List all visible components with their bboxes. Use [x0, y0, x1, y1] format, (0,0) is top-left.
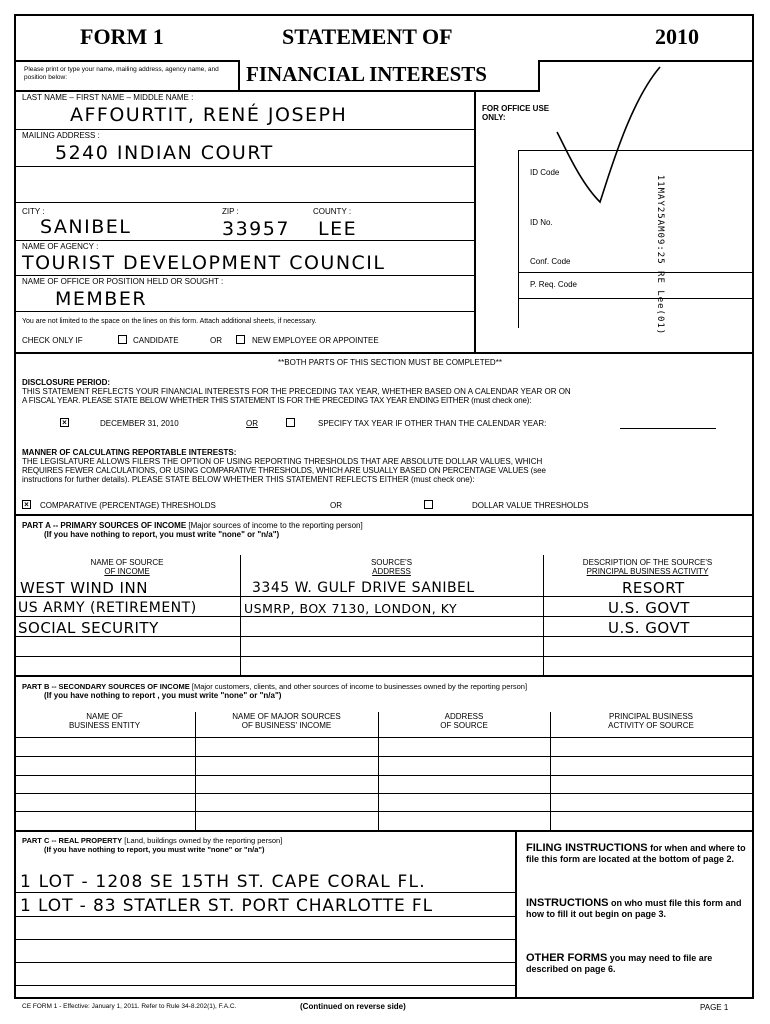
part-b-heading2: (If you have nothing to report , you must write "none" or "n/a"): [44, 691, 282, 700]
id-code-label: ID Code: [530, 168, 560, 177]
candidate-label: CANDIDATE: [133, 336, 179, 345]
county-label: COUNTY :: [313, 207, 352, 216]
received-stamp: 11MAY25AM09:25 RE Lee(01): [655, 174, 665, 336]
office-use-label: FOR OFFICE USE ONLY:: [482, 104, 550, 122]
rule: [14, 166, 474, 167]
part-c-heading2: (If you have nothing to report, you must write "none" or "n/a"): [44, 845, 265, 854]
city-value: SANIBEL: [40, 216, 132, 238]
footer-center: (Continued on reverse side): [300, 1002, 406, 1011]
disclosure-period-heading: DISCLOSURE PERIOD:: [22, 378, 111, 387]
part-a-row1-name: WEST WIND INN: [20, 579, 148, 597]
zip-label: ZIP :: [222, 207, 239, 216]
form-title-line2: FINANCIAL INTERESTS: [246, 62, 487, 86]
part-a-col1-header: NAME OF SOURCE OF INCOME: [90, 558, 164, 576]
part-a-heading2: (If you have nothing to report, you must write "none" or "n/a"): [44, 530, 280, 539]
manner-text3: instructions for further details). PLEASE STATE BELOW WHETHER THIS STATEMENT REFLECTS EITHER (must check one):: [22, 475, 475, 484]
id-no-label: ID No.: [530, 218, 553, 227]
dec31-label: DECEMBER 31, 2010: [100, 419, 179, 428]
city-label: CITY :: [22, 207, 45, 216]
rule: [14, 939, 515, 940]
rule: [14, 997, 754, 999]
office-label: NAME OF OFFICE OR POSITION HELD OR SOUGHT :: [22, 277, 224, 286]
manner-heading: MANNER OF CALCULATING REPORTABLE INTERESTS:: [22, 448, 237, 457]
part-a-row1-address: 3345 W. GULF DRIVE SANIBEL: [252, 580, 475, 596]
dec31-checkbox[interactable]: ×: [60, 418, 69, 427]
part-a-col3-header: DESCRIPTION OF THE SOURCE'S PRINCIPAL BUSINESS ACTIVITY: [582, 558, 713, 576]
form-title-line1: STATEMENT OF: [282, 24, 453, 49]
specify-year-checkbox[interactable]: [286, 418, 295, 427]
rule: [14, 675, 754, 677]
part-a-row1-desc: RESORT: [622, 579, 685, 597]
part-c-title: PART C -- REAL PROPERTY: [22, 836, 123, 845]
or-label: OR: [330, 501, 342, 510]
p-req-code-label: P. Req. Code: [530, 280, 577, 289]
county-value: LEE: [318, 218, 358, 240]
part-b-heading: [22, 682, 527, 691]
rule: [518, 272, 752, 273]
part-a-heading: [22, 521, 363, 530]
part-b-col2-header: NAME OF MAJOR SOURCES OF BUSINESS' INCOME: [232, 712, 341, 730]
rule: [14, 352, 754, 354]
mailing-label: MAILING ADDRESS :: [22, 131, 100, 140]
form-year: 2010: [655, 24, 699, 49]
part-b-col4-header: PRINCIPAL BUSINESS ACTIVITY OF SOURCE: [608, 712, 694, 730]
specify-year-label: SPECIFY TAX YEAR IF OTHER THAN THE CALENDAR YEAR:: [318, 419, 547, 428]
agency-value: TOURIST DEVELOPMENT COUNCIL: [22, 252, 386, 274]
rule: [14, 985, 515, 986]
rule: [14, 14, 754, 16]
rule: [14, 14, 16, 998]
part-a-col2-header: SOURCE'S ADDRESS: [370, 558, 413, 576]
rule: [752, 14, 754, 998]
rule: [14, 311, 474, 312]
part-b-title: PART B -- SECONDARY SOURCES OF INCOME: [22, 682, 190, 691]
part-a-note: [Major sources of income to the reporting person]: [188, 521, 363, 530]
mailing-value: 5240 INDIAN COURT: [55, 142, 274, 164]
filing-instructions: FILING INSTRUCTIONS for when and where to file this form are located at the bottom of page 2.: [526, 842, 746, 864]
or-label: OR: [210, 336, 222, 345]
footer-page: PAGE 1: [700, 1003, 729, 1012]
rule: [14, 202, 474, 203]
rule: [14, 656, 754, 657]
part-a-row2-desc: U.S. GOVT: [608, 599, 690, 617]
disclosure-period-text1: THIS STATEMENT REFLECTS YOUR FINANCIAL INTERESTS FOR THE PRECEDING TAX YEAR, WHETHER BASED ON A CALENDAR YEAR OR ON: [22, 387, 571, 396]
part-b-col1-header: NAME OF BUSINESS ENTITY: [68, 712, 141, 730]
rule: [14, 240, 474, 241]
office-value: MEMBER: [55, 288, 148, 310]
rule: [538, 60, 540, 90]
footer-left: CE FORM 1 - Effective: January 1, 2011. Refer to Rule 34-8.202(1), F.A.C.: [22, 1003, 237, 1010]
name-label: LAST NAME – FIRST NAME – MIDDLE NAME :: [22, 93, 194, 102]
part-c-row2: 1 LOT - 83 STATLER ST. PORT CHARLOTTE FL: [20, 896, 433, 916]
rule: [620, 428, 716, 429]
check-mark-icon: [555, 62, 665, 212]
other-forms-instructions: OTHER FORMS you may need to file are described on page 6.: [526, 952, 713, 974]
check-only-label: CHECK ONLY IF: [22, 336, 83, 345]
disclosure-period-text2: A FISCAL YEAR. PLEASE STATE BELOW WHETHER THIS STATEMENT IS FOR THE PRECEDING TAX YEAR ENDING EITHER (must check one):: [22, 396, 532, 405]
part-c-row1: 1 LOT - 1208 SE 15TH ST. CAPE CORAL FL.: [20, 872, 426, 892]
part-b-note: [Major customers, clients, and other sources of income to businesses owned by the reporting person]: [191, 682, 528, 691]
comparative-label: COMPARATIVE (PERCENTAGE) THRESHOLDS: [40, 501, 216, 510]
dollar-checkbox[interactable]: [424, 500, 433, 509]
rule: [515, 830, 517, 998]
comparative-checkbox[interactable]: ×: [22, 500, 31, 509]
both-parts-notice: **BOTH PARTS OF THIS SECTION MUST BE COMPLETED**: [278, 358, 502, 367]
name-value: AFFOURTIT, RENÉ JOSEPH: [70, 104, 348, 126]
part-a-row2-name: US ARMY (RETIREMENT): [18, 600, 197, 616]
rule: [14, 275, 474, 276]
space-note: You are not limited to the space on the lines on this form. Attach additional sheets, if necessary.: [22, 318, 317, 325]
rule: [14, 90, 540, 92]
part-a-row3-desc: U.S. GOVT: [608, 619, 690, 637]
zip-value: 33957: [222, 218, 290, 240]
rule: [238, 60, 240, 90]
candidate-checkbox[interactable]: [118, 335, 127, 344]
rule: [14, 737, 754, 738]
new-employee-checkbox[interactable]: [236, 335, 245, 344]
who-must-file-instructions: INSTRUCTIONS on who must file this form and how to fill it out begin on page 3.: [526, 897, 742, 919]
manner-text2: REQUIRES FEWER CALCULATIONS, OR USING COMPARATIVE THRESHOLDS, WHICH ARE USUALLY BASED ON PERCENTAGE VALUES (see: [22, 466, 546, 475]
part-a-row2-address: USMRP, BOX 7130, LONDON, KY: [244, 601, 458, 616]
new-employee-label: NEW EMPLOYEE OR APPOINTEE: [252, 336, 379, 345]
rule: [14, 514, 754, 516]
part-b-col3-header: ADDRESS OF SOURCE: [440, 712, 488, 730]
rule: [14, 775, 754, 776]
rule: [14, 892, 515, 893]
rule: [14, 129, 474, 130]
agency-label: NAME OF AGENCY :: [22, 242, 99, 251]
rule: [14, 962, 515, 963]
print-note: Please print or type your name, mailing address, agency name, and position below:: [24, 66, 219, 81]
part-a-title: PART A -- PRIMARY SOURCES OF INCOME: [22, 521, 187, 530]
dollar-label: DOLLAR VALUE THRESHOLDS: [472, 501, 589, 510]
form-number: FORM 1: [80, 24, 164, 49]
rule: [14, 756, 754, 757]
rule: [474, 90, 476, 352]
rule: [14, 830, 754, 832]
rule: [14, 811, 754, 812]
part-c-heading: [22, 836, 282, 845]
part-c-note: [Land, buildings owned by the reporting person]: [124, 836, 283, 845]
rule: [14, 60, 238, 62]
rule: [518, 150, 519, 328]
or-label: OR: [246, 419, 258, 428]
rule: [14, 916, 515, 917]
conf-code-label: Conf. Code: [530, 257, 571, 266]
rule: [14, 793, 754, 794]
rule: [518, 298, 752, 299]
manner-text1: THE LEGISLATURE ALLOWS FILERS THE OPTION OF USING REPORTING THRESHOLDS THAT ARE ABSOLUTE DOLLAR VALUES, WHICH: [22, 457, 543, 466]
part-a-row3-name: SOCIAL SECURITY: [18, 619, 159, 637]
